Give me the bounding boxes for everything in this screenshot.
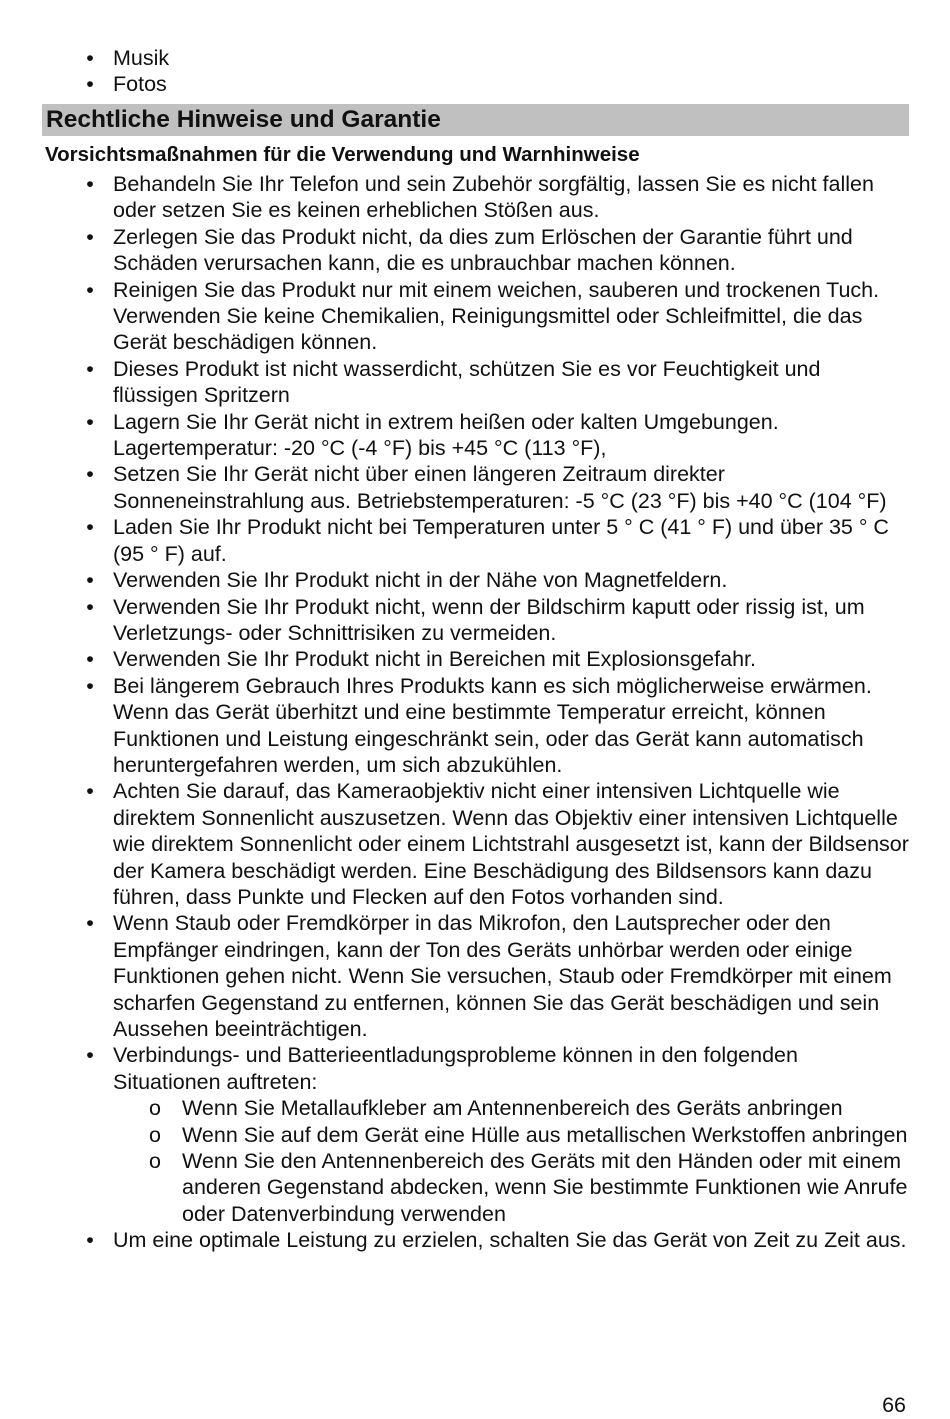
- bullet-icon: •: [86, 72, 94, 97]
- list-item: [0, 71, 950, 97]
- list-item-text: Achten Sie darauf, das Kameraobjektiv nicht einer intensiven Lichtquelle wie direktem Sonnenlicht auszusetzen. Wenn das Objektiv einer intensiven Lichtquelle wie direktem Sonnenlicht oder einem Lichtstrahl ausgesetzt ist, kann der Bildsensor der Kamera beschädigt werden. Eine Beschädigung des Bildsensors kann dazu führen, dass Punkte und Flecken auf den Fotos vorhanden sind.: [113, 779, 909, 909]
- list-item-text: Behandeln Sie Ihr Telefon und sein Zubehör sorgfältig, lassen Sie es nicht fallen oder setzen Sie es keinen erheblichen Stößen aus.: [113, 172, 874, 223]
- sub-list-item: [0, 1095, 950, 1121]
- list-item-text: Bei längerem Gebrauch Ihres Produkts kann es sich möglicherweise erwärmen. Wenn das Gerät überhitzt und eine bestimmte Temperatur erreicht, können Funktionen und Leistung eingeschränkt sein, oder das Gerät kann automatisch heruntergefahren werden, um sich abzukühlen.: [113, 673, 872, 777]
- list-item: [0, 910, 950, 1042]
- bullet-icon: •: [86, 172, 94, 196]
- list-item: [0, 514, 950, 567]
- sub-list-item-text: Wenn Sie auf dem Gerät eine Hülle aus metallischen Werkstoffen anbringen: [182, 1122, 908, 1147]
- bullet-icon: •: [86, 46, 94, 70]
- list-item-text: Fotos: [113, 72, 167, 97]
- list-item: [0, 277, 950, 356]
- list-item: [0, 45, 950, 71]
- list-item: [0, 409, 950, 462]
- list-item: [0, 171, 950, 224]
- sub-list-item: [0, 1122, 950, 1148]
- list-item: [0, 778, 950, 910]
- list-item-text: Verbindungs- und Batterieentladungsprobleme können in den folgenden Situationen auftreten:: [113, 1043, 798, 1094]
- list-item-text: Verwenden Sie Ihr Produkt nicht in Bereichen mit Explosionsgefahr.: [113, 647, 756, 672]
- bullet-icon: •: [86, 356, 94, 381]
- bullet-icon: •: [86, 515, 94, 540]
- list-item-text: Laden Sie Ihr Produkt nicht bei Temperaturen unter 5 ° C (41 ° F) und über 35 ° C (95 ° F) auf.: [113, 515, 889, 566]
- warnings-list: [0, 171, 950, 1254]
- intro-list: [0, 45, 950, 98]
- list-item-text: Verwenden Sie Ihr Produkt nicht in der Nähe von Magnetfeldern.: [113, 568, 728, 593]
- page-number: 66: [882, 1393, 906, 1417]
- list-item: [0, 461, 950, 514]
- list-item: [0, 1227, 950, 1253]
- bullet-icon: •: [86, 224, 94, 249]
- list-item-text: Zerlegen Sie das Produkt nicht, da dies zum Erlöschen der Garantie führt und Schäden verursachen kann, die es unbrauchbar machen können.: [113, 224, 853, 276]
- list-item: [0, 646, 950, 672]
- circle-bullet-icon: o: [149, 1122, 161, 1147]
- section-header-bar: [42, 104, 909, 136]
- list-item-text: Dieses Produkt ist nicht wasserdicht, schützen Sie es vor Feuchtigkeit und flüssigen Spritzern: [113, 356, 821, 408]
- subheading: Vorsichtsmaßnahmen für die Verwendung und Warnhinweise: [45, 143, 640, 166]
- bullet-icon: •: [86, 568, 94, 593]
- list-item-text: Lagern Sie Ihr Gerät nicht in extrem heißen oder kalten Umgebungen. Lagertemperatur: -20 °C (-4 °F) bis +45 °C (113 °F),: [113, 409, 779, 461]
- list-item-text: Um eine optimale Leistung zu erzielen, schalten Sie das Gerät von Zeit zu Zeit aus.: [113, 1228, 907, 1253]
- sub-list-item: [0, 1148, 950, 1227]
- section-title: Rechtliche Hinweise und Garantie: [46, 106, 441, 133]
- list-item-text: Setzen Sie Ihr Gerät nicht über einen längeren Zeitraum direkter Sonneneinstrahlung aus. Betriebstemperaturen: -5 °C (23 °F) bis +40 °C (104 °F): [113, 462, 887, 513]
- bullet-icon: •: [86, 673, 94, 698]
- bullet-icon: •: [86, 277, 94, 302]
- circle-bullet-icon: o: [149, 1149, 161, 1174]
- bullet-icon: •: [86, 911, 94, 936]
- list-item: [0, 224, 950, 277]
- sub-list-item-text: Wenn Sie Metallaufkleber am Antennenbereich des Geräts anbringen: [182, 1096, 843, 1121]
- list-item: [0, 673, 950, 779]
- bullet-icon: •: [86, 1043, 94, 1068]
- list-item: [0, 1042, 950, 1095]
- sub-list-item-text: Wenn Sie den Antennenbereich des Geräts mit den Händen oder mit einem anderen Gegenstand abdecken, wenn Sie bestimmte Funktionen wie Anrufe oder Datenverbindung verwenden: [182, 1149, 908, 1226]
- bullet-icon: •: [86, 594, 94, 619]
- bullet-icon: •: [86, 647, 94, 672]
- bullet-icon: •: [86, 409, 94, 434]
- bullet-icon: •: [86, 779, 94, 804]
- list-item-text: Musik: [113, 46, 170, 70]
- list-item-text: Reinigen Sie das Produkt nur mit einem weichen, sauberen und trockenen Tuch. Verwenden Sie keine Chemikalien, Reinigungsmittel oder Schleifmittel, die das Gerät beschädigen können.: [113, 277, 880, 355]
- list-item-text: Verwenden Sie Ihr Produkt nicht, wenn der Bildschirm kaputt oder rissig ist, um Verletzungs- oder Schnittrisiken zu vermeiden.: [113, 594, 865, 645]
- list-item: [0, 567, 950, 593]
- circle-bullet-icon: o: [149, 1096, 161, 1121]
- list-item-text: Wenn Staub oder Fremdkörper in das Mikrofon, den Lautsprecher oder den Empfänger eindringen, kann der Ton des Geräts unhörbar werden oder einige Funktionen gehen nicht. Wenn Sie versuchen, Staub oder Fremdkörper mit einem scharfen Gegenstand zu entfernen, können Sie das Gerät beschädigen und sein Aussehen beeinträchtigen.: [113, 911, 892, 1041]
- bullet-icon: •: [86, 1228, 94, 1253]
- list-item: [0, 356, 950, 409]
- list-item: [0, 594, 950, 647]
- bullet-icon: •: [86, 462, 94, 487]
